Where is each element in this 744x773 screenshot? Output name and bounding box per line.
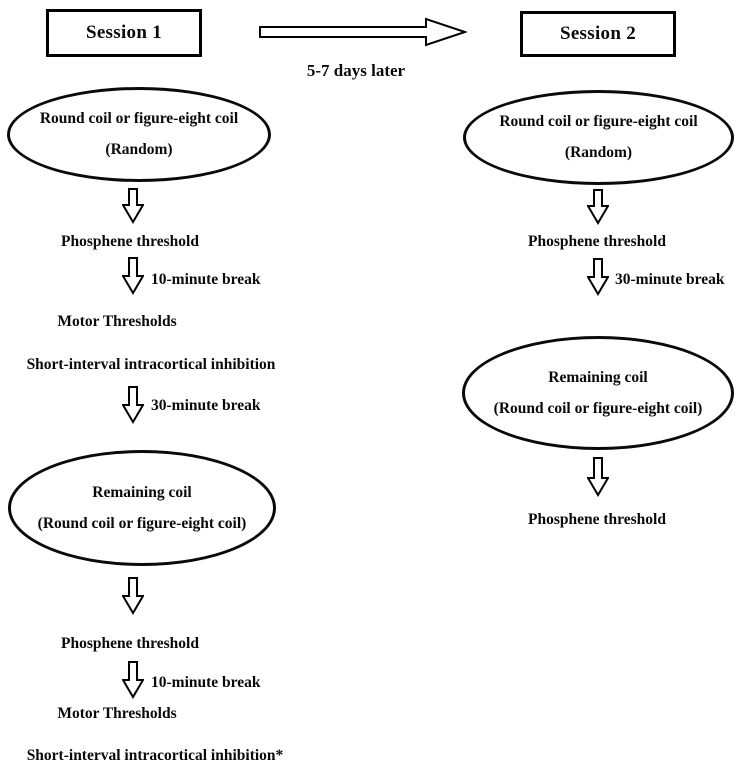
session2-remaining-coil-line2: (Round coil or figure-eight coil): [493, 399, 703, 417]
down-arrow-icon: [122, 188, 144, 224]
session1-motor-thresholds-2: Motor Thresholds: [57, 705, 177, 722]
session1-break-1: 10-minute break: [151, 271, 261, 288]
down-arrow-icon: [122, 661, 144, 699]
down-arrow-icon: [122, 577, 144, 615]
session1-sici-2: Short-interval intracortical inhibition*: [26, 747, 284, 764]
session2-break-1: 30-minute break: [615, 271, 725, 288]
session-1-title: Session 1: [85, 22, 163, 43]
session2-phosphene-threshold-2: Phosphene threshold: [528, 511, 666, 528]
session2-remaining-coil-ellipse: [462, 336, 734, 450]
session1-phosphene-threshold-1: Phosphene threshold: [61, 233, 199, 250]
transition-delay-label: 5-7 days later: [306, 61, 406, 80]
down-arrow-icon: [587, 258, 609, 296]
session1-random-coil-line2: (Random): [105, 141, 173, 158]
session1-remaining-coil-ellipse: [8, 450, 276, 566]
session1-break-3: 10-minute break: [151, 674, 261, 691]
session2-random-coil-ellipse: [463, 90, 734, 185]
session1-random-coil-line1: Round coil or figure-eight coil: [39, 110, 239, 127]
session-2-box: [520, 11, 676, 57]
down-arrow-icon: [587, 457, 609, 497]
session-2-title: Session 2: [559, 23, 637, 44]
session1-random-coil-ellipse: [7, 87, 271, 182]
session2-remaining-coil-line1: Remaining coil: [548, 368, 648, 386]
session1-remaining-coil-line1: Remaining coil: [92, 483, 192, 501]
down-arrow-icon: [122, 257, 144, 295]
session2-random-coil-line2: (Random): [564, 144, 633, 161]
down-arrow-icon: [587, 189, 609, 225]
session-1-box: [46, 9, 202, 57]
right-arrow-icon: [259, 17, 467, 47]
session1-break-2: 30-minute break: [151, 397, 261, 414]
down-arrow-icon: [122, 386, 144, 424]
session1-phosphene-threshold-2: Phosphene threshold: [61, 635, 199, 652]
session1-sici-1: Short-interval intracortical inhibition: [26, 356, 276, 373]
session1-motor-thresholds-1: Motor Thresholds: [57, 313, 177, 330]
session2-phosphene-threshold-1: Phosphene threshold: [528, 233, 666, 250]
session1-remaining-coil-line2: (Round coil or figure-eight coil): [37, 514, 247, 532]
session2-random-coil-line1: Round coil or figure-eight coil: [499, 113, 698, 130]
